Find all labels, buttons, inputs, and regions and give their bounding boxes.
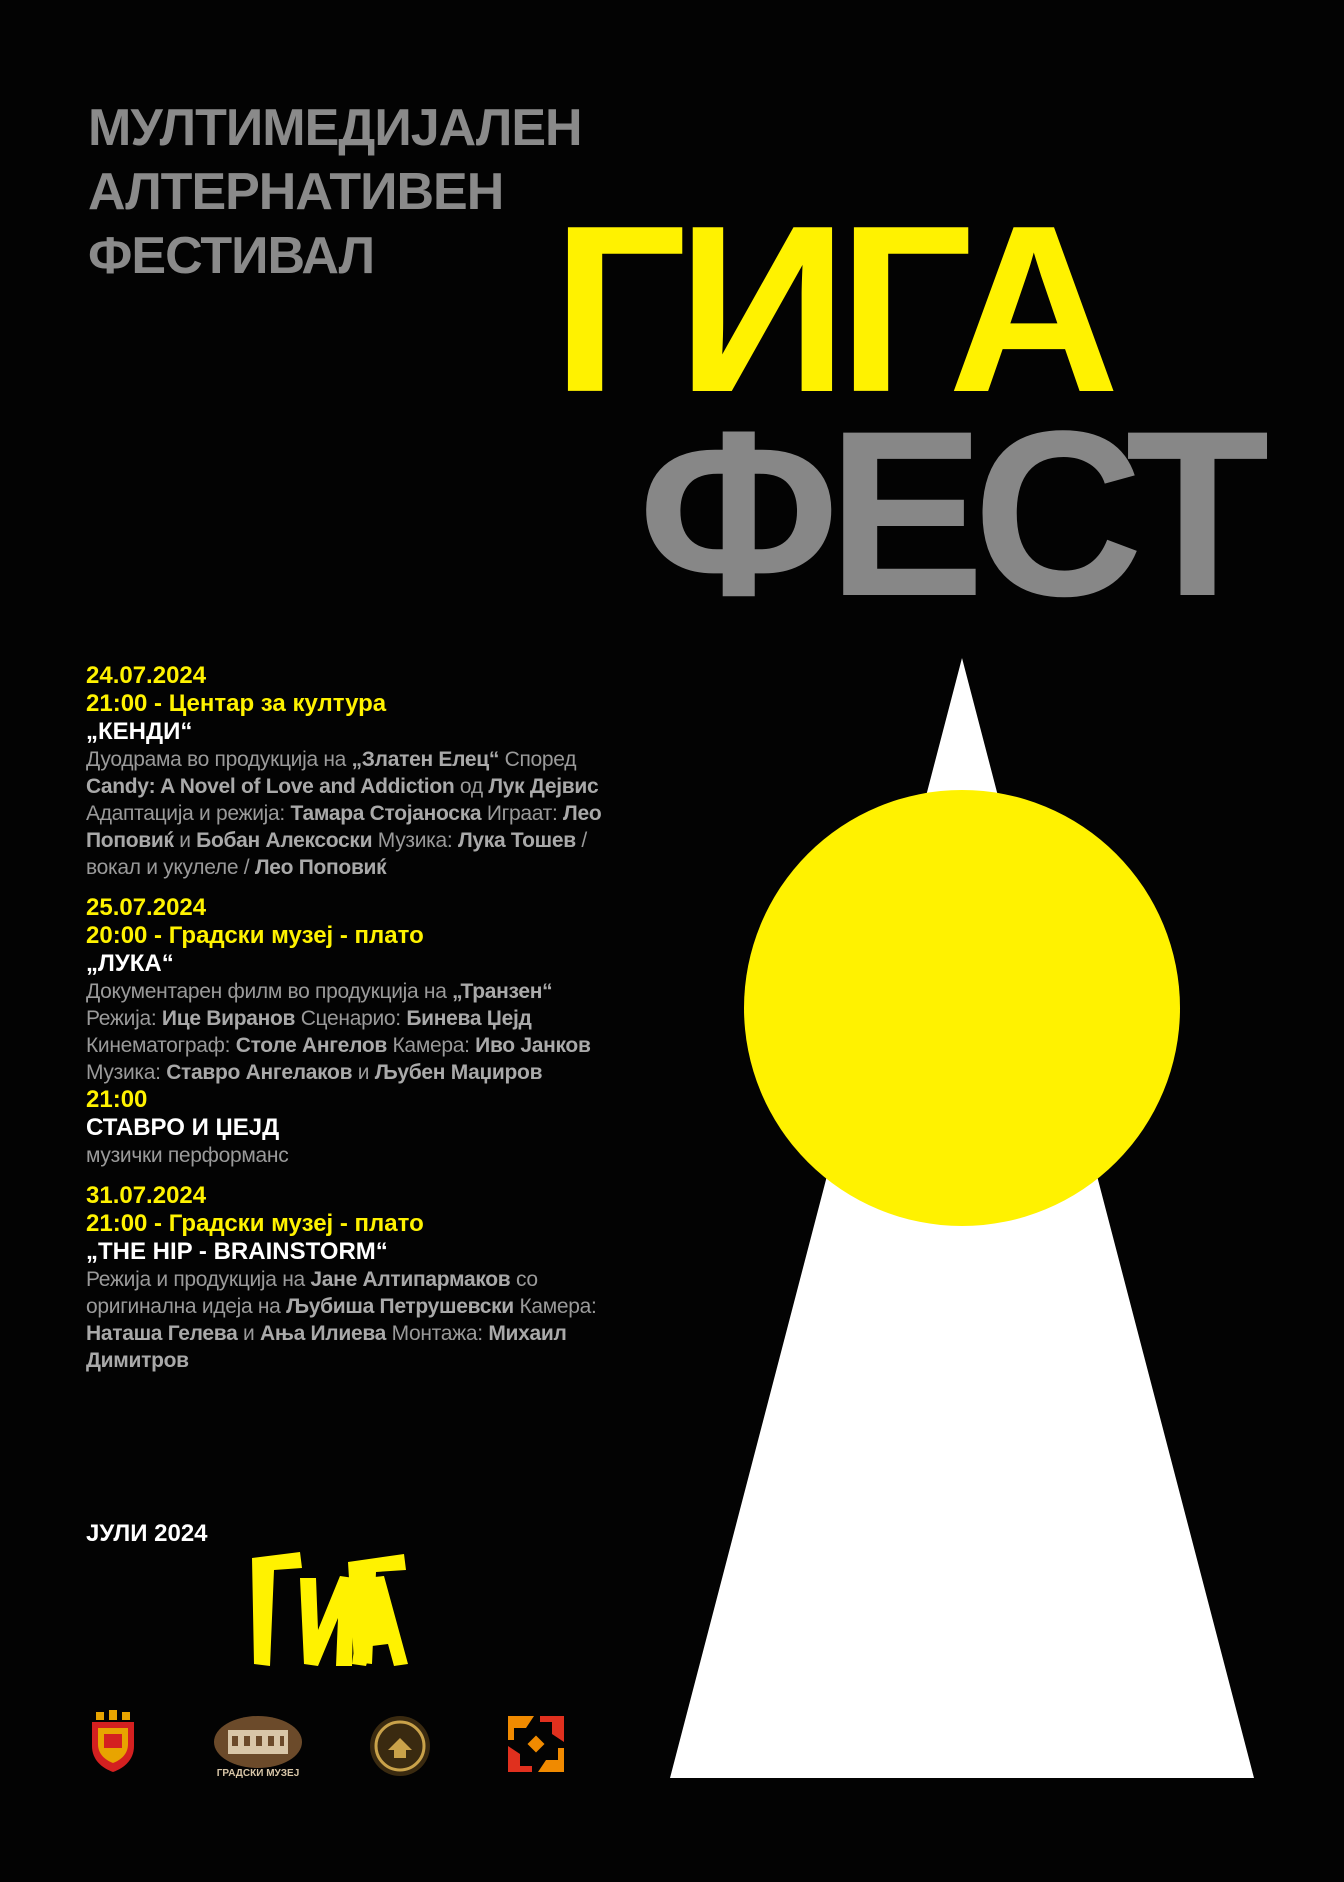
credit-text: Документарен филм во продукција на xyxy=(86,980,453,1003)
event-extra-desc: музички перформанс xyxy=(86,1144,289,1167)
institution-emblem xyxy=(368,1714,432,1778)
giga-logo-text: ГИГА xyxy=(244,1548,247,1549)
credit-text: со оригинална идеја на xyxy=(86,1268,538,1318)
credit-text: и xyxy=(352,1061,375,1084)
festival-subtitle xyxy=(88,96,582,288)
subtitle-line: МУЛТИМЕДИЈАЛЕН xyxy=(88,99,582,157)
credit-name: Столе Ангелов xyxy=(235,1034,387,1057)
credit-name: Тамара Стојаноска xyxy=(290,802,482,825)
credit-name: Михаил Димитров xyxy=(86,1322,567,1372)
credit-text: Камера: xyxy=(513,1295,597,1318)
credit-name: „Транзен“ xyxy=(452,980,553,1003)
yellow-sun-circle xyxy=(744,790,1180,1226)
event-title: „КЕНДИ“ xyxy=(86,718,193,745)
festival-month: ЈУЛИ 2024 xyxy=(86,1520,208,1547)
credit-name: Ања Илиева xyxy=(260,1322,387,1345)
event-time-place: 20:00 - Градски музеј - плато xyxy=(86,922,424,949)
credit-text: Кинематограф: xyxy=(86,1034,236,1057)
credit-text: Играат: xyxy=(486,802,564,825)
credit-text: од xyxy=(454,775,489,798)
credit-name: „Златен Елец“ xyxy=(351,748,500,771)
credit-text: Музика: xyxy=(86,1061,167,1084)
credit-text: Според xyxy=(504,748,577,771)
credit-name: Лук Дејвис xyxy=(488,775,599,798)
museum-label: ГРАДСКИ МУЗЕЈ xyxy=(216,1768,300,1779)
giga-logo xyxy=(244,1548,414,1672)
event-date: 25.07.2024 xyxy=(86,894,207,921)
credit-text: Режија и продукција на xyxy=(86,1268,311,1291)
credit-text: Музика: xyxy=(377,829,458,852)
credit-name: Ставро Ангелаков xyxy=(166,1061,353,1084)
event-date: 31.07.2024 xyxy=(86,1182,207,1209)
event-credits xyxy=(86,746,606,881)
credit-name: Бобан Алексоски xyxy=(196,829,373,852)
event-1 xyxy=(86,662,606,881)
cultural-center-logo xyxy=(504,1712,568,1784)
event-title: „ЛУКА“ xyxy=(86,950,174,977)
credit-text: и xyxy=(237,1322,260,1345)
title-giga: ГИГА xyxy=(552,177,1110,442)
credit-name: Љубен Маџиров xyxy=(374,1061,543,1084)
municipality-coat-of-arms xyxy=(88,1710,138,1774)
credit-name: Лео Поповиќ xyxy=(86,802,602,852)
event-credits xyxy=(86,978,606,1086)
credit-name: Candy: A Novel of Love and Addiction xyxy=(86,775,455,798)
subtitle-line: АЛТЕРНАТИВЕН xyxy=(88,163,504,221)
event-3 xyxy=(86,1182,606,1374)
credit-text: и xyxy=(173,829,197,852)
event-date: 24.07.2024 xyxy=(86,662,207,689)
credit-text: Дуодрама во продукција на xyxy=(86,748,352,771)
credit-name: Наташа Гелева xyxy=(86,1322,238,1345)
credit-name: Иво Јанков xyxy=(475,1034,591,1057)
credit-text: Адаптација и режија: xyxy=(86,802,291,825)
event-extra-time: 21:00 xyxy=(86,1086,148,1113)
event-time-place: 21:00 - Центар за култура xyxy=(86,690,387,717)
subtitle-line: ФЕСТИВАЛ xyxy=(88,227,375,285)
credit-name: Ице Виранов xyxy=(161,1007,296,1030)
credit-name: Јане Алтипармаков xyxy=(310,1268,511,1291)
credit-text: Камера: xyxy=(386,1034,476,1057)
event-title: „THE HIP - BRAINSTORM“ xyxy=(86,1238,388,1265)
event-time-place: 21:00 - Градски музеј - плато xyxy=(86,1210,424,1237)
credit-name: Лука Тошев xyxy=(457,829,576,852)
event-credits xyxy=(86,1266,606,1374)
event-2 xyxy=(86,894,606,1169)
credit-text: Сценарио: xyxy=(295,1007,407,1030)
event-program xyxy=(86,662,606,1387)
credit-name: Бинева Џејд xyxy=(406,1007,532,1030)
city-museum-logo xyxy=(210,1712,306,1780)
title-fest: ФЕСТ xyxy=(638,382,1258,646)
credit-text: Монтажа: xyxy=(386,1322,489,1345)
credit-text: / вокал и укулеле / xyxy=(86,829,587,879)
giga-logo-letters xyxy=(252,1552,408,1666)
credit-text: Режија: xyxy=(86,1007,162,1030)
credit-name: Љубиша Петрушевски xyxy=(286,1295,514,1318)
credit-name: Лео Поповиќ xyxy=(254,856,387,879)
event-extra-title: СТАВРО И ЏЕЈД xyxy=(86,1114,280,1141)
